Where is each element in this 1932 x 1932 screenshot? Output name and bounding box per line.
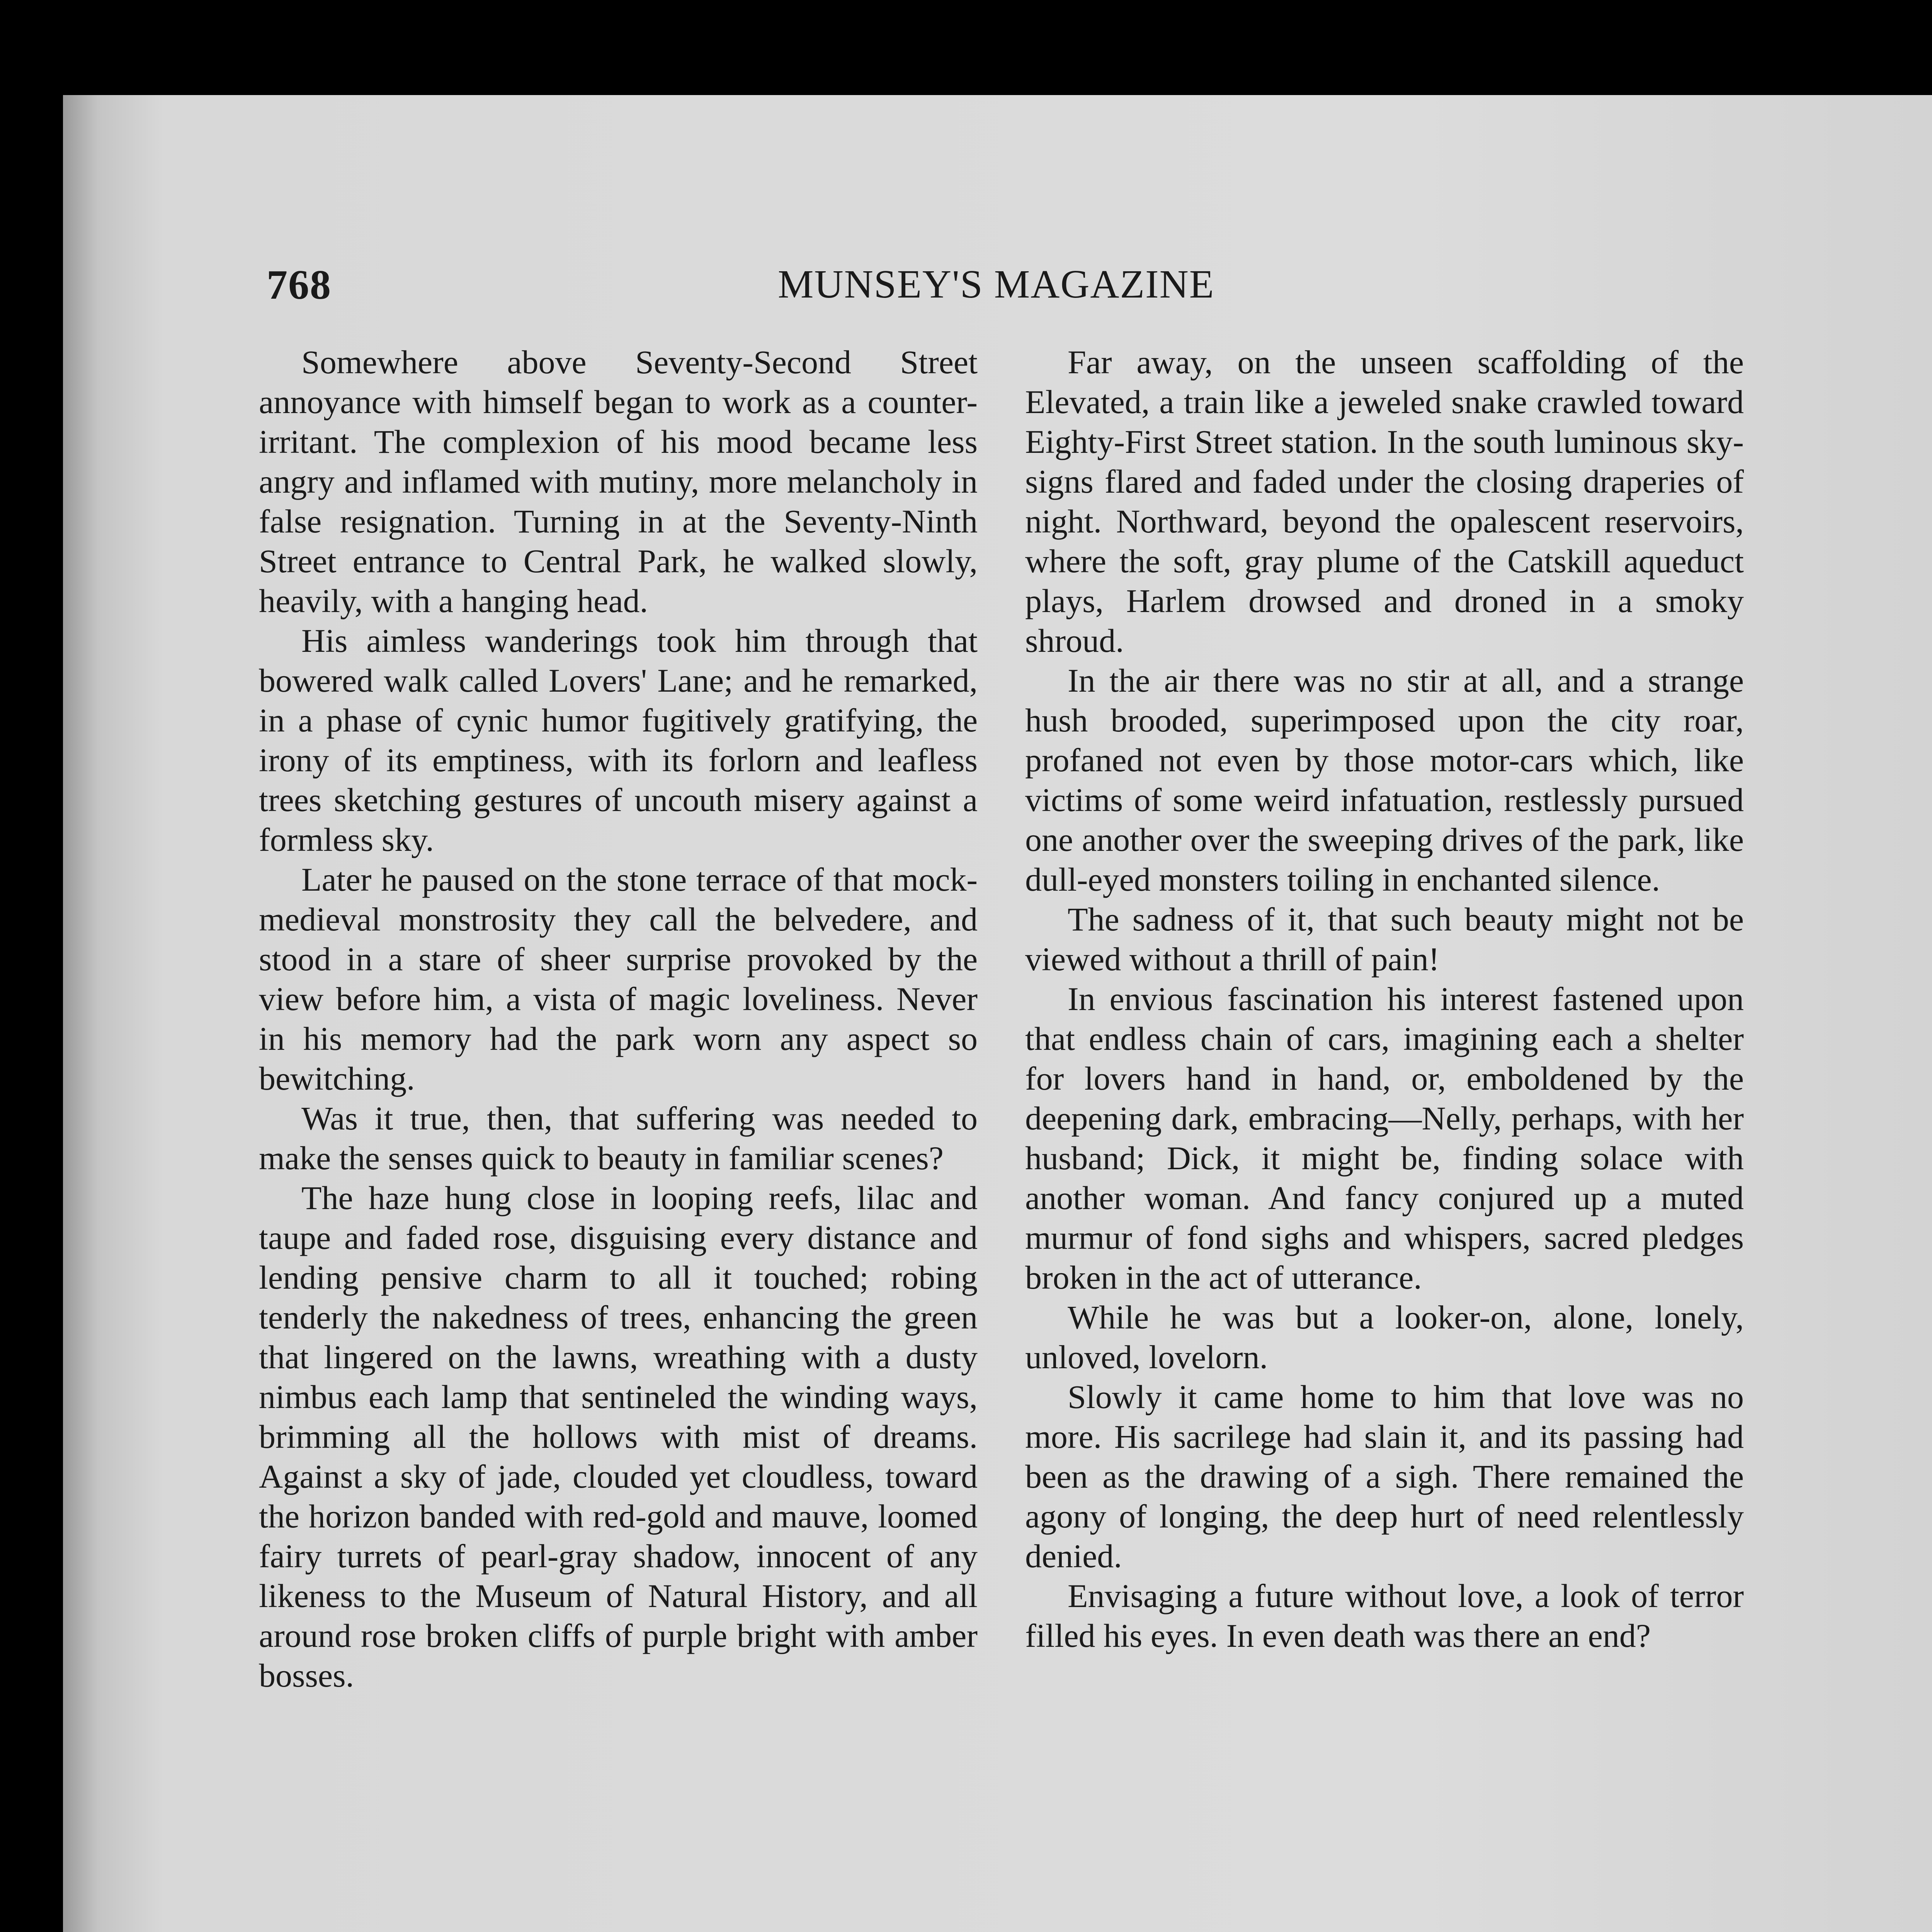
- paragraph: Later he paused on the stone terrace of that mock-medieval monstrosity they call the belvedere, and stood in a stare of sheer surprise provoked by the view before him, a vista of magic loveliness. Never in his memory had the park worn any aspect so bewitching.: [259, 861, 978, 1097]
- paragraph: In envious fascination his interest fastened upon that endless chain of cars, imagining each a shelter for lovers hand in hand, or, emboldened by the deepening dark, embracing—Nelly, perhaps, with her husband; Dick, it might be, finding solace with another woman. And fancy conjured up a muted murmur of fond sighs and whispers, sacred pledges broken in the act of utterance.: [1025, 980, 1744, 1296]
- left-column: [259, 342, 978, 1696]
- paragraph: In the air there was no stir at all, and a strange hush brooded, superimposed upon the city roar, profaned not even by those motor-cars which, like victims of some weird infatuation, restlessly pursued one another over the sweeping drives of the park, like dull-eyed monsters toiling in enchanted silence.: [1025, 662, 1744, 898]
- right-column: [1025, 342, 1744, 1656]
- page-number: 768: [267, 262, 332, 308]
- paragraph: While he was but a looker-on, alone, lonely, unloved, lovelorn.: [1025, 1299, 1744, 1376]
- magazine-page: [63, 95, 1932, 1932]
- paragraph: Was it true, then, that suffering was needed to make the senses quick to beauty in familiar scenes?: [259, 1100, 978, 1177]
- paragraph: His aimless wanderings took him through that bowered walk called Lovers' Lane; and he remarked, in a phase of cynic humor fugitively gratifying, the irony of its emptiness, with its forlorn and leafless trees sketching gestures of uncouth misery against a formless sky.: [259, 622, 978, 858]
- paragraph: Envisaging a future without love, a look of terror filled his eyes. In even death was there an end?: [1025, 1577, 1744, 1654]
- running-head: MUNSEY'S MAGAZINE: [778, 262, 1215, 306]
- page-header: [63, 261, 1932, 323]
- paragraph: Far away, on the unseen scaffolding of the Elevated, a train like a jeweled snake crawled toward Eighty-First Street station. In the south luminous sky-signs flared and faded under the closing draperies of night. Northward, beyond the opalescent reservoirs, where the soft, gray plume of the Catskill aqueduct plays, Harlem drowsed and droned in a smoky shroud.: [1025, 344, 1744, 659]
- paragraph: The sadness of it, that such beauty might not be viewed without a thrill of pain!: [1025, 901, 1744, 978]
- paragraph: Somewhere above Seventy-Second Street annoyance with himself began to work as a counter-irritant. The complexion of his mood became less angry and inflamed with mutiny, more melancholy in false resignation. Turning in at the Seventy-Ninth Street entrance to Central Park, he walked slowly, heavily, with a hanging head.: [259, 344, 978, 619]
- paragraph: The haze hung close in looping reefs, lilac and taupe and faded rose, disguising every distance and lending pensive charm to all it touched; robing tenderly the nakedness of trees, enhancing the green that lingered on the lawns, wreathing with a dusty nimbus each lamp that sentineled the winding ways, brimming all the hollows with mist of dreams. Against a sky of jade, clouded yet cloudless, toward the horizon banded with red-gold and mauve, loomed fairy turrets of pearl-gray shadow, innocent of any likeness to the Museum of Natural History, and all around rose broken cliffs of purple bright with amber bosses.: [259, 1179, 978, 1694]
- paragraph: Slowly it came home to him that love was no more. His sacrilege had slain it, and its passing had been as the drawing of a sigh. There remained the agony of longing, the deep hurt of need relentlessly denied.: [1025, 1378, 1744, 1575]
